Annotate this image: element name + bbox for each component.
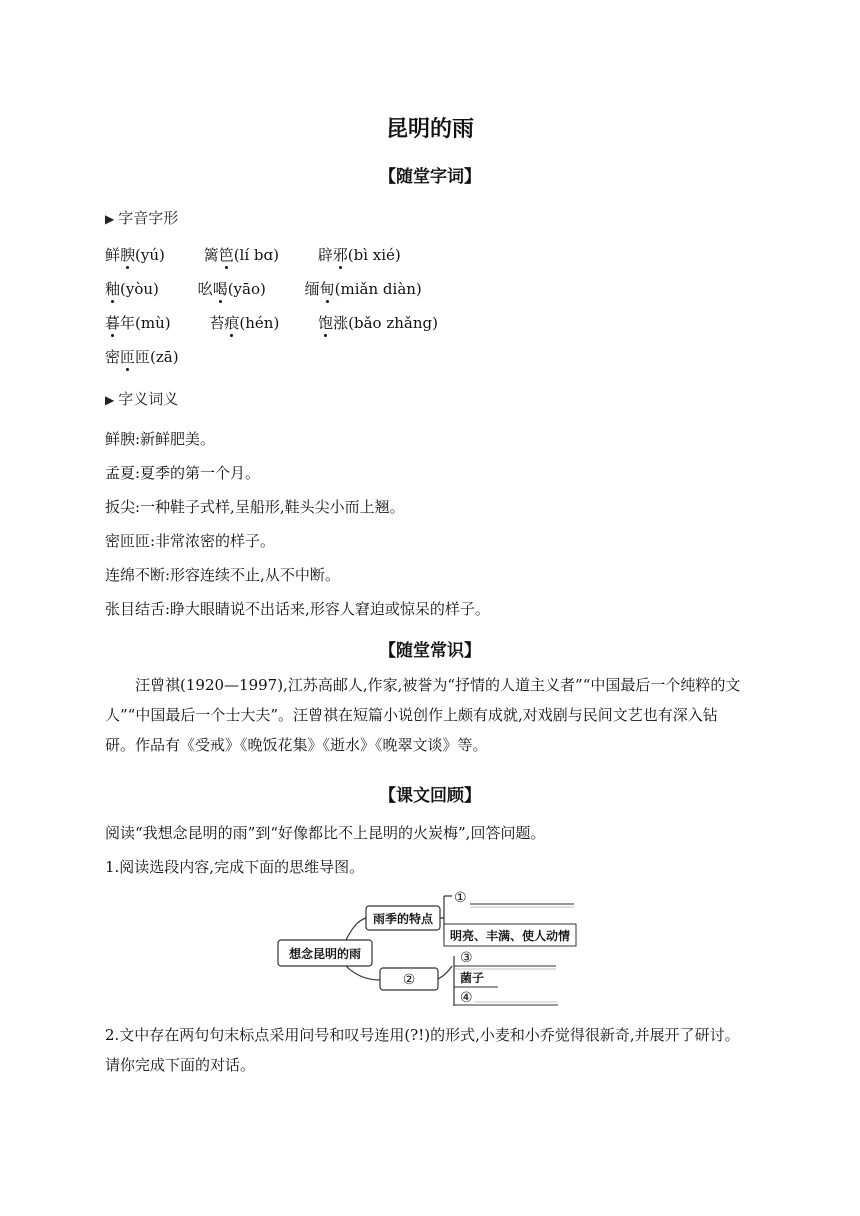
pronunciation-word: 吆喝(yāo)	[197, 280, 266, 298]
mind-map-connector	[346, 966, 380, 980]
meaning-item: 张目结舌:睁大眼睛说不出话来,形容人窘迫或惊呆的样子。	[105, 600, 490, 618]
meaning-item: 连绵不断:形容连续不止,从不中断。	[105, 566, 340, 584]
knowledge-paragraph: 汪曾祺(1920—1997),江苏高邮人,作家,被誉为“抒情的人道主义者”“中国最后一个纯粹的文人”“中国最后一个士大夫”。汪曾祺在短篇小说创作上颇有成就,对戏剧与民间文艺也有深入钻研。作品有《受戒》《晚饭花集》《逝水》《晚翠文谈》等。	[105, 676, 741, 754]
pronunciation-word: 篱笆(lí bɑ)	[203, 246, 279, 264]
subheading-meanings	[105, 388, 178, 409]
section-heading-review: 【课文回顾】	[379, 786, 481, 806]
question-1: 1.阅读选段内容,完成下面的思维导图。	[105, 858, 365, 876]
pronunciation-row-1	[105, 244, 401, 265]
pronunciation-word: 鲜腴(yú)	[105, 246, 165, 264]
mind-map-branch-item: 明亮、丰满、使人动情	[450, 929, 571, 943]
mind-map-blank-3: ③	[460, 950, 473, 966]
pronunciation-word: 饱涨(bǎo zhǎng)	[318, 314, 438, 332]
review-intro: 阅读“我想念昆明的雨”到“好像都比不上昆明的火炭梅”,回答问题。	[105, 824, 546, 842]
mind-map-center-label: 想念昆明的雨	[288, 947, 362, 961]
meaning-item: 密匝匝:非常浓密的样子。	[105, 532, 276, 550]
pronunciation-word: 暮年(mù)	[105, 314, 171, 332]
pronunciation-row-4	[105, 346, 179, 367]
mind-map-branch-label: 雨季的特点	[372, 912, 434, 926]
triangle-bullet-icon: ▶	[105, 212, 115, 226]
section-heading-vocabulary: 【随堂字词】	[379, 167, 481, 187]
pronunciation-row-3	[105, 312, 438, 333]
question-2: 2.文中存在两句句末标点采用问号和叹号连用(?!)的形式,小麦和小乔觉得很新奇,并展开了研讨。请你完成下面的对话。	[105, 1026, 740, 1074]
pronunciation-word: 釉(yòu)	[105, 280, 159, 298]
subheading-text: 字音字形	[118, 209, 179, 227]
page-title: 昆明的雨	[385, 117, 474, 142]
mind-map-blank-4: ④	[460, 990, 473, 1006]
pronunciation-word: 苔痕(hén)	[209, 314, 280, 332]
mind-map-branch-item: 菌子	[460, 971, 485, 985]
pronunciation-word: 缅甸(miǎn diàn)	[304, 280, 422, 298]
meaning-item: 鲜腴:新鲜肥美。	[105, 430, 216, 448]
mind-map-blank-2: ②	[402, 972, 416, 988]
mind-map	[276, 884, 580, 1010]
mind-map-connector	[346, 918, 366, 940]
section-heading-knowledge: 【随堂常识】	[379, 641, 481, 661]
mind-map-blank-1: ①	[454, 890, 467, 906]
subheading-pronunciation	[105, 207, 178, 228]
triangle-bullet-icon: ▶	[105, 393, 115, 407]
pronunciation-row-2	[105, 278, 422, 299]
pronunciation-word: 密匝匝(zā)	[105, 348, 179, 366]
meaning-item: 扳尖:一种鞋子式样,呈船形,鞋头尖小而上翘。	[105, 498, 405, 516]
pronunciation-word: 辟邪(bì xié)	[317, 246, 401, 264]
subheading-text: 字义词义	[118, 390, 179, 408]
meaning-item: 孟夏:夏季的第一个月。	[105, 464, 261, 482]
